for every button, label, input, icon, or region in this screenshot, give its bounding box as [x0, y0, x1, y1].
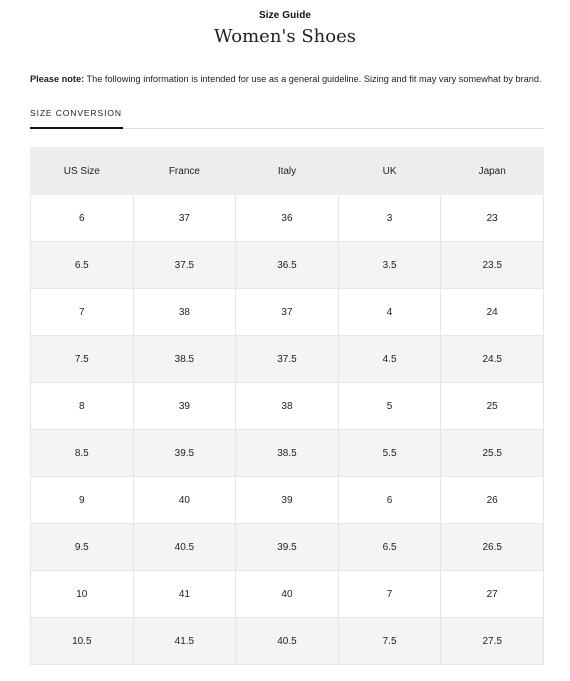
cell-france: 41.5: [133, 618, 236, 665]
cell-uk: 3.5: [338, 242, 441, 289]
cell-france: 37.5: [133, 242, 236, 289]
cell-france: 37: [133, 195, 236, 242]
cell-italy: 37.5: [236, 336, 339, 383]
page-title: Women's Shoes: [214, 26, 356, 47]
cell-us-size: 9.5: [31, 524, 134, 571]
cell-japan: 24: [441, 289, 544, 336]
guideline-note: [30, 74, 550, 84]
column-header-uk: UK: [338, 148, 441, 195]
cell-us-size: 10: [31, 571, 134, 618]
cell-italy: 38: [236, 383, 339, 430]
column-header-italy: Italy: [236, 148, 339, 195]
table-row: [31, 383, 544, 430]
cell-japan: 25: [441, 383, 544, 430]
cell-italy: 39.5: [236, 524, 339, 571]
table-row: [31, 242, 544, 289]
cell-italy: 40: [236, 571, 339, 618]
column-header-us-size: US Size: [31, 148, 134, 195]
note-label: Please note:: [30, 74, 85, 84]
cell-uk: 4: [338, 289, 441, 336]
cell-us-size: 8: [31, 383, 134, 430]
cell-italy: 37: [236, 289, 339, 336]
cell-japan: 27.5: [441, 618, 544, 665]
table-body: [31, 195, 544, 665]
cell-italy: 36.5: [236, 242, 339, 289]
cell-japan: 25.5: [441, 430, 544, 477]
table-row: [31, 336, 544, 383]
table-row: [31, 618, 544, 665]
cell-italy: 39: [236, 477, 339, 524]
cell-japan: 23.5: [441, 242, 544, 289]
table-row: [31, 289, 544, 336]
cell-uk: 6: [338, 477, 441, 524]
cell-france: 40: [133, 477, 236, 524]
column-header-japan: Japan: [441, 148, 544, 195]
table-row: [31, 195, 544, 242]
note-text: The following information is intended for use as a general guideline. Sizing and fit may vary somewhat by brand.: [84, 74, 542, 84]
table-row: [31, 571, 544, 618]
size-conversion-table: [30, 147, 544, 665]
cell-france: 41: [133, 571, 236, 618]
cell-us-size: 6.5: [31, 242, 134, 289]
cell-uk: 7.5: [338, 618, 441, 665]
cell-uk: 5: [338, 383, 441, 430]
cell-france: 39.5: [133, 430, 236, 477]
cell-japan: 23: [441, 195, 544, 242]
cell-uk: 3: [338, 195, 441, 242]
tab-size-conversion[interactable]: SIZE CONVERSION: [30, 106, 123, 129]
cell-japan: 26: [441, 477, 544, 524]
table-header-row: [31, 148, 544, 195]
cell-uk: 6.5: [338, 524, 441, 571]
cell-italy: 36: [236, 195, 339, 242]
cell-france: 40.5: [133, 524, 236, 571]
cell-japan: 24.5: [441, 336, 544, 383]
cell-france: 39: [133, 383, 236, 430]
size-guide-kicker: Size Guide: [258, 10, 312, 21]
cell-japan: 26.5: [441, 524, 544, 571]
table-row: [31, 524, 544, 571]
tab-bar: [30, 106, 544, 129]
cell-france: 38.5: [133, 336, 236, 383]
cell-us-size: 7.5: [31, 336, 134, 383]
cell-us-size: 7: [31, 289, 134, 336]
cell-uk: 4.5: [338, 336, 441, 383]
cell-us-size: 8.5: [31, 430, 134, 477]
cell-italy: 38.5: [236, 430, 339, 477]
table-row: [31, 430, 544, 477]
cell-us-size: 9: [31, 477, 134, 524]
cell-italy: 40.5: [236, 618, 339, 665]
column-header-france: France: [133, 148, 236, 195]
cell-france: 38: [133, 289, 236, 336]
cell-uk: 5.5: [338, 430, 441, 477]
cell-uk: 7: [338, 571, 441, 618]
cell-us-size: 10.5: [31, 618, 134, 665]
cell-us-size: 6: [31, 195, 134, 242]
table-row: [31, 477, 544, 524]
cell-japan: 27: [441, 571, 544, 618]
